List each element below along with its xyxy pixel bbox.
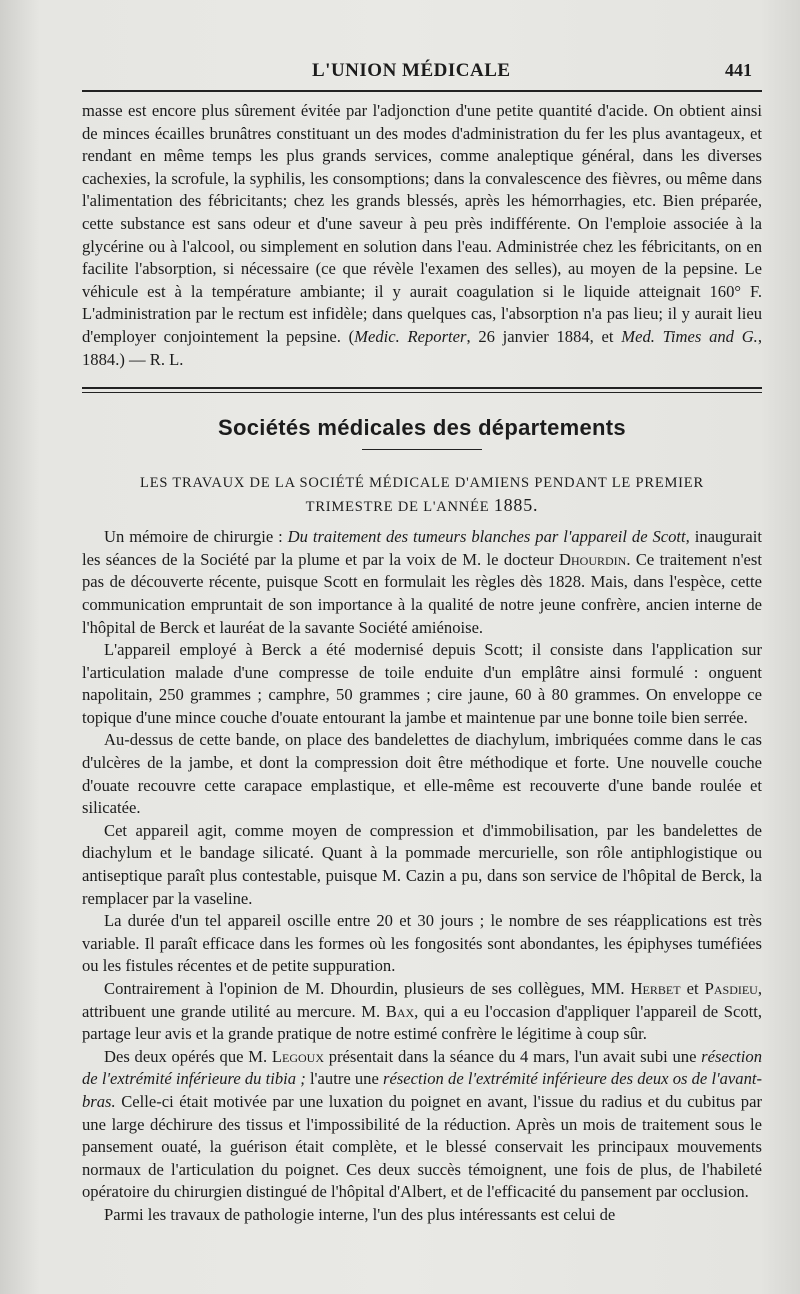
paragraph-6 bbox=[82, 978, 762, 1046]
paragraph-6-text-c: , attribuent une grande utilité au mercure. M. bbox=[82, 979, 763, 1021]
intro-source-2: Med. Times and G. bbox=[621, 326, 758, 346]
paragraph-4: Cet appareil agit, comme moyen de compression et d'immobilisation, par les bandelettes de diachylum et le bandage silicaté. Quant à la pommade mercurielle, son rôle antiphlogistique ou antiseptique paraît plus contestable, puisque M. Cazin a pu, dans son service de l'hôpital de Berck, la remplacer par la vaseline. bbox=[82, 820, 762, 908]
paragraph-7-italic-2: résection de l'extrémité inférieure des deux os de l'avant-bras. bbox=[82, 1069, 763, 1111]
paragraph-6-name-3: Bax bbox=[385, 1001, 415, 1021]
paragraph-7-text-d: Celle-ci était motivée par une luxation du poignet en avant, l'issue du radius et du cubitus par une large déchirure des tissus et l'impossibilité de la réduction. Après un mois de traitement sous le pansement ouaté, la guérison était complète, et le blessé conservait les principaux mouvements normaux de l'articulation du poignet. Ces deux succès témoignent, une fois de plus, de l'habileté opératoire du chirurgien distingué de l'hôpital d'Albert, et de l'efficacité du pansement par occlusion. bbox=[82, 1091, 762, 1202]
paragraph-1-text-b: inaugurait les séances de la Société par la plume et par la voix de M. le docteur bbox=[82, 527, 762, 569]
header-rule bbox=[82, 90, 762, 92]
paragraph-1 bbox=[82, 526, 762, 639]
article-title-line-2 bbox=[82, 494, 762, 518]
paragraph-8: Parmi les travaux de pathologie interne, l'un des plus intéressants est celui de bbox=[104, 1204, 616, 1224]
intro-source-mid: , 26 janvier 1884, et bbox=[466, 326, 622, 346]
paragraph-6-text-b: et bbox=[680, 979, 705, 998]
paragraph-6-text-a: Contrairement à l'opinion de M. Dhourdin, plusieurs de ses collègues, MM. bbox=[104, 979, 631, 998]
paragraph-5: La durée d'un tel appareil oscille entre 20 et 30 jours ; le nombre de ses réapplications est très variable. Il paraît efficace dans les formes où les fongosités sont abondantes, les épiphyses tuméfiées ou les fistules récentes et de petite suppuration. bbox=[82, 911, 762, 976]
paragraph-7-italic-1: résection de l'extrémité inférieure du tibia ; bbox=[82, 1046, 762, 1089]
intro-source-1: Medic. Reporter bbox=[354, 326, 467, 346]
paragraph-1-text-c: . Ce traitement n'est pas de découverte récente, puisque Scott en formulait les règles dès 1828. Mais, dans l'espèce, cette communication empruntait de son importance à la qualité de notre jeune confrère, ancien interne de l'hôpital de Berck et lauréat de la savante Société amiénoise. bbox=[82, 549, 762, 637]
section-title: Sociétés médicales des départements bbox=[218, 415, 626, 441]
paragraph-2: L'appareil employé à Berck a été modernisé depuis Scott; il consiste dans l'application sur l'articulation malade d'une compresse de toile enduite d'un emplâtre ainsi formulé : onguent napolitain, 250 grammes ; camphre, 50 grammes ; cire jaune, 60 à 80 grammes. On enveloppe ce topique d'une mince couche d'ouate entourant la jambe et maintenue par une bonne toile bien serrée. bbox=[82, 640, 762, 727]
intro-paragraph bbox=[82, 100, 762, 371]
paragraph-1-italic: Du traitement des tumeurs blanches par l'appareil de Scott, bbox=[287, 527, 690, 547]
paragraph-7-text-b: présentait dans la séance du 4 mars, l'un avait subi une bbox=[324, 1046, 702, 1066]
paragraph-1-name: Dhourdin bbox=[559, 549, 627, 569]
page-header bbox=[82, 0, 762, 92]
paragraph-7-name: Legoux bbox=[271, 1046, 324, 1066]
article-title-line-2-text: TRIMESTRE DE L'ANNÉE bbox=[305, 499, 490, 516]
paragraph-6-name-2: Pasdieu bbox=[704, 979, 758, 998]
intro-source-end: , 1884.) — R. L. bbox=[82, 326, 762, 369]
article-title-line-1: LES TRAVAUX DE LA SOCIÉTÉ MÉDICALE D'AMIENS PENDANT LE PREMIER bbox=[140, 475, 704, 492]
section-title-rule bbox=[362, 449, 482, 450]
paragraph-7-text-c: l'autre une bbox=[305, 1069, 384, 1089]
intro-text: masse est encore plus sûrement évitée par l'adjonction d'une petite quantité d'acide. On obtient ainsi de minces écailles brunâtres constituant un des modes d'administration du fer les plus avantageux, et rendant en même temps les plus grands services, comme analeptique général, dans les diverses cachexies, la scrofule, la syphilis, les consomptions; dans la convalescence des fièvres, ou même dans l'alimentation des fébricitants; chez les grands blessés, après les hémorrhagies, etc. Bien préparée, cette substance est sans odeur et d'une saveur à peu près indifférente. On l'emploie associée à la glycérine ou à l'alcool, ou simplement en solution dans l'eau. Administrée chez les fébricitants, on en facilite l'absorption, si nécessaire (ce que révèle l'examen des selles), au moyen de la pepsine. Le véhicule est à la température ambiante; il y aurait coagulation si le liquide atteignait 160° F. L'administration par le rectum est infidèle; dans quelques cas, l'absorption n'a pas lieu; il y aurait lieu d'employer conjointement la pepsine. ( bbox=[82, 101, 762, 346]
article-title bbox=[82, 472, 762, 518]
paragraph-6-name-1: Herbet bbox=[630, 979, 681, 998]
paragraph-1-text-a: Un mémoire de chirurgie : bbox=[104, 527, 288, 547]
paragraph-7-text-a: Des deux opérés que M. bbox=[104, 1046, 272, 1066]
paragraph-6-text-d: , qui a eu l'occasion d'appliquer l'appareil de Scott, partage leur avis et la grande pratique de notre estimé confrère le légitime à coup sûr. bbox=[82, 1001, 762, 1044]
running-title: L'UNION MÉDICALE bbox=[312, 60, 511, 81]
paragraph-3: Au-dessus de cette bande, on place des bandelettes de diachylum, imbriquées comme dans le cas d'ulcères de la jambe, et dont la compression doit être méthodique et forte. Une nouvelle couche d'ouate recouvre cette carapace emplastique, et elle-même est recouverte d'une bande roulée et silicatée. bbox=[82, 730, 762, 818]
section-divider bbox=[82, 387, 762, 393]
article-title-year: 1885. bbox=[493, 495, 539, 516]
page-number: 441 bbox=[725, 60, 752, 80]
paragraph-7 bbox=[82, 1046, 762, 1204]
